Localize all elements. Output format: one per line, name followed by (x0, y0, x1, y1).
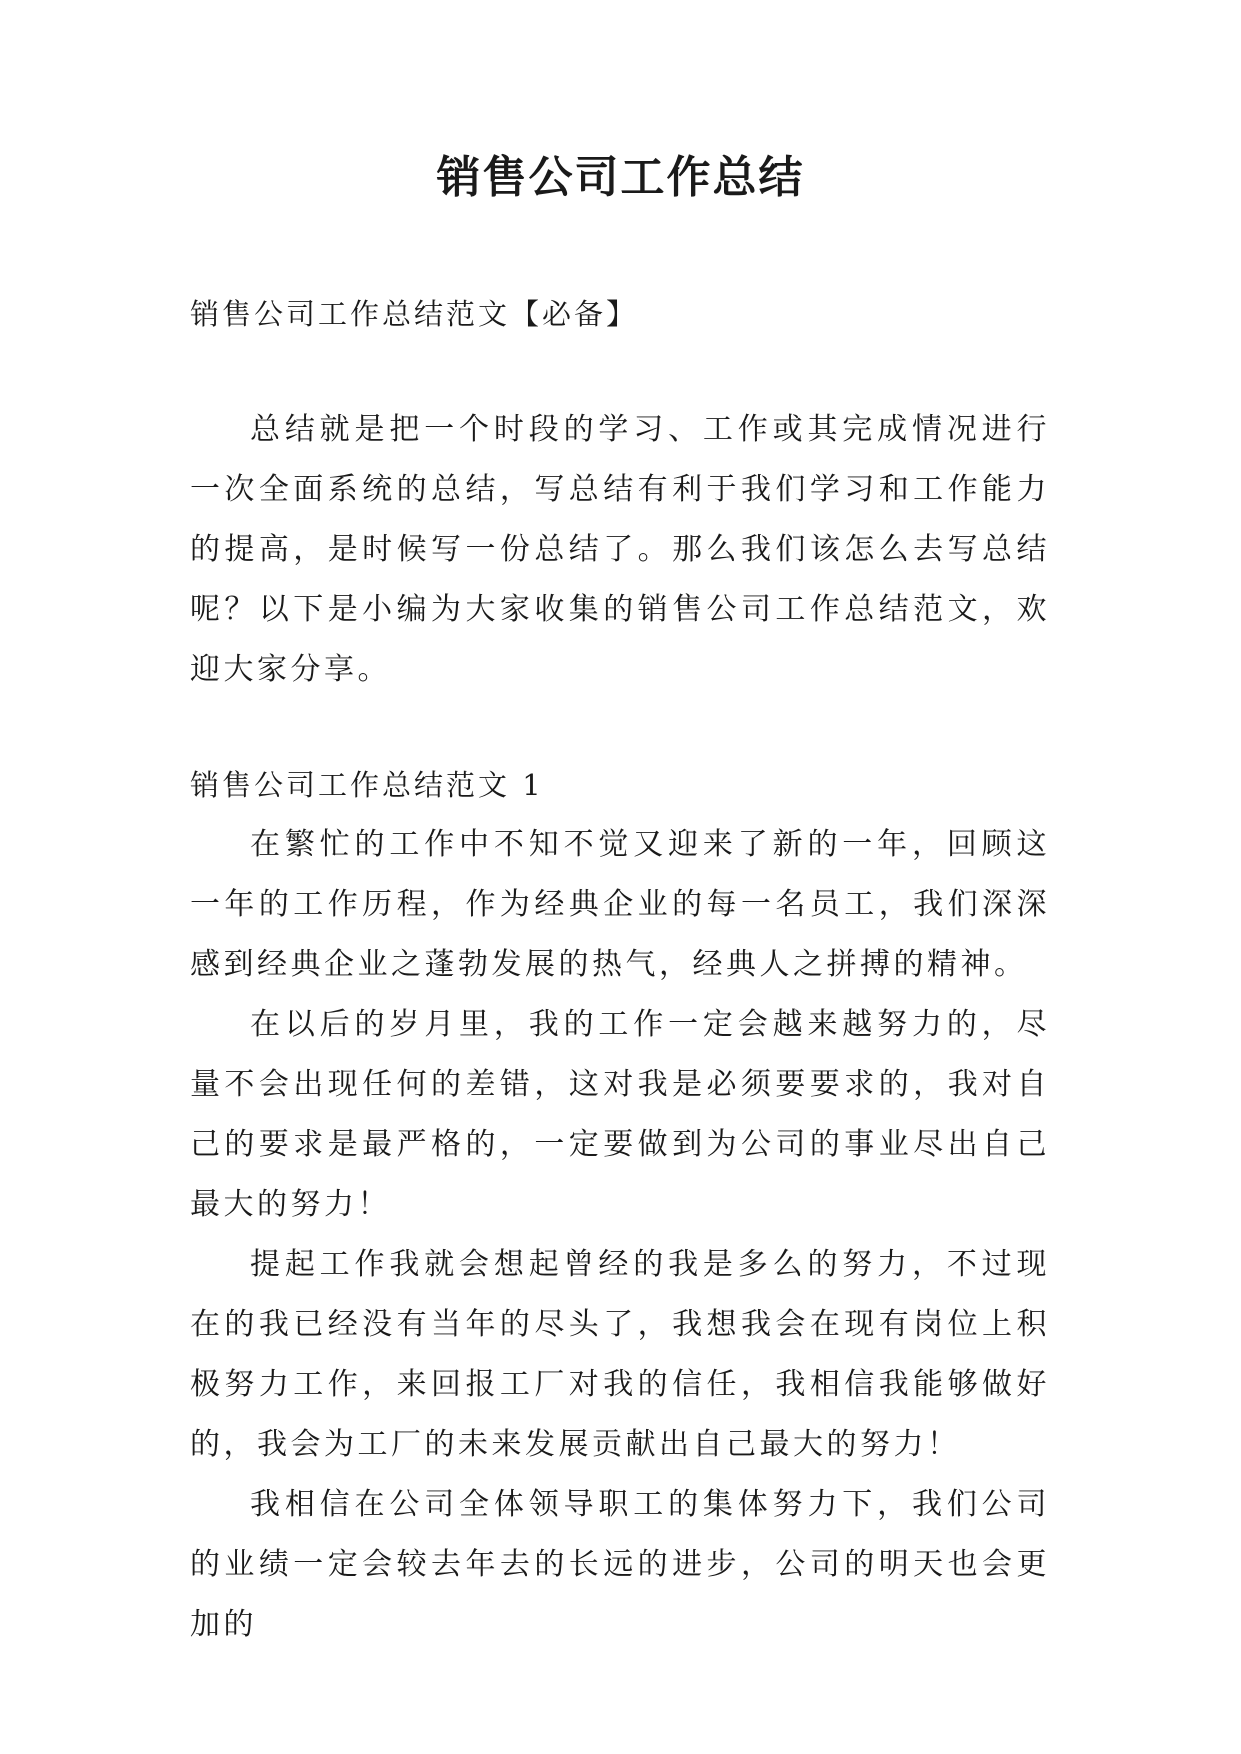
document-subtitle: 销售公司工作总结范文【必备】 (190, 297, 639, 331)
intro-paragraph: 总结就是把一个时段的学习、工作或其完成情况进行一次全面系统的总结，写总结有利于我们学习和工作能力的提高，是时候写一份总结了。那么我们该怎么去写总结呢？以下是小编为大家收集的销售公司工作总结范文，欢迎大家分享。 (190, 412, 1050, 687)
section-paragraph-3: 提起工作我就会想起曾经的我是多么的努力，不过现在的我已经没有当年的尽头了，我想我会在现有岗位上积极努力工作，来回报工厂对我的信任，我相信我能够做好的，我会为工厂的未来发展贡献出自己最大的努力！ (190, 1247, 1050, 1462)
intro-block (190, 400, 1050, 700)
document-title: 销售公司工作总结 (436, 152, 805, 203)
section-heading: 销售公司工作总结范文 1 (190, 768, 544, 802)
section-1 (190, 755, 1050, 1655)
section-paragraph-4: 我相信在公司全体领导职工的集体努力下，我们公司的业绩一定会较去年去的长远的进步，公司的明天也会更加的 (190, 1487, 1050, 1642)
section-paragraph-1: 在繁忙的工作中不知不觉又迎来了新的一年，回顾这一年的工作历程，作为经典企业的每一名员工，我们深深感到经典企业之蓬勃发展的热气，经典人之拼搏的精神。 (190, 827, 1050, 982)
section-paragraph-2: 在以后的岁月里，我的工作一定会越来越努力的，尽量不会出现任何的差错，这对我是必须要要求的，我对自己的要求是最严格的，一定要做到为公司的事业尽出自己最大的努力！ (190, 1007, 1050, 1222)
